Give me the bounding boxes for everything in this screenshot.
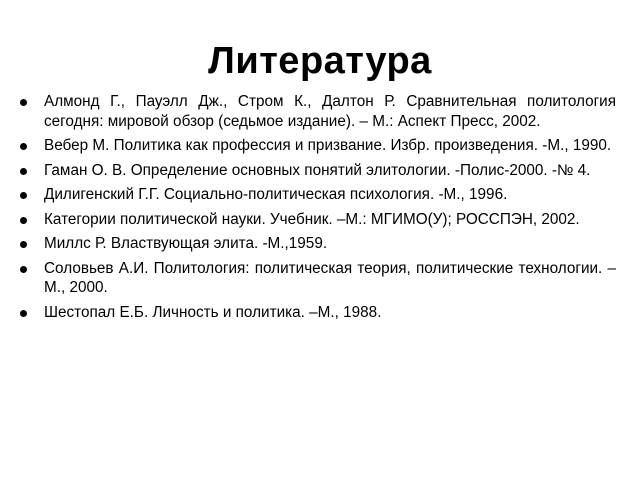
reference-list [20,92,616,327]
bullet-icon [20,241,27,248]
reference-item [20,185,616,205]
bullet-icon [20,310,27,317]
reference-text: Шестопал Е.Б. Личность и политика. –М., 1988. [44,303,382,321]
reference-text: Вебер М. Политика как профессия и призвание. Избр. произведения. -М., 1990. [44,137,612,154]
reference-item [20,303,616,323]
bullet-icon [20,99,27,106]
reference-item [20,136,616,156]
reference-text: Дилигенский Г.Г. Социально-политическая психология. -М., 1996. [44,186,508,203]
reference-text: Гаман О. В. Определение основных понятий элитологии. -Полис-2000. -№ 4. [44,161,591,179]
bullet-icon [20,192,27,199]
reference-text: Категории политической науки. Учебник. –М.: МГИМО(У); РОССПЭН, 2002. [44,210,580,228]
reference-text: Алмонд Г., Пауэлл Дж., Стром К., Далтон Р. Сравнительная политология сегодня: мировой обзор (седьмое издание). – М.: Аспект Пресс, 2002. [44,93,616,130]
reference-text: Миллс Р. Властвующая элита. -М.,1959. [44,235,328,252]
bullet-icon [20,266,27,273]
reference-item [20,210,616,230]
reference-text: Соловьев А.И. Политология: политическая теория, политические технологии. –М., 2000. [44,259,616,296]
reference-item [20,259,616,298]
bullet-icon [20,143,27,150]
reference-item [20,161,616,181]
reference-item [20,92,616,131]
slide-title: Литература [208,40,432,82]
bullet-icon [20,217,27,224]
bullet-icon [20,168,27,175]
reference-item [20,234,616,254]
